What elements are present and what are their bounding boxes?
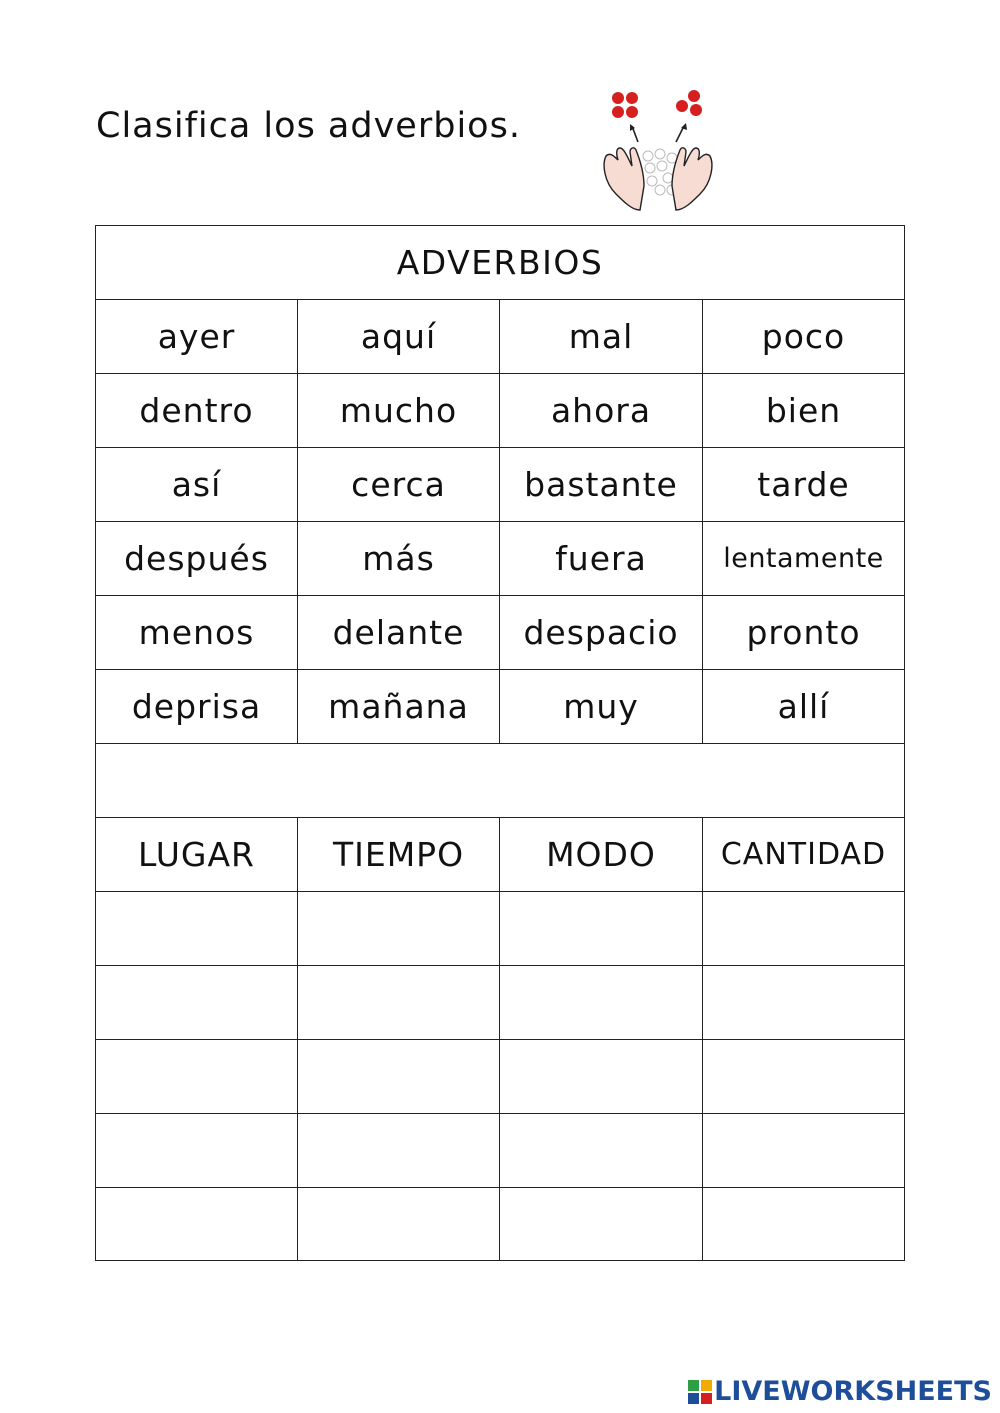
answer-row: [96, 1040, 905, 1114]
word-cell[interactable]: bastante: [500, 448, 703, 522]
category-tiempo: TIEMPO: [298, 818, 500, 892]
answer-row: [96, 892, 905, 966]
word-cell[interactable]: deprisa: [96, 670, 298, 744]
word-cell[interactable]: cerca: [298, 448, 500, 522]
word-cell[interactable]: así: [96, 448, 298, 522]
table-header: ADVERBIOS: [96, 226, 905, 300]
word-cell[interactable]: ayer: [96, 300, 298, 374]
answer-row: [96, 1188, 905, 1261]
word-cell[interactable]: allí: [703, 670, 905, 744]
word-cell[interactable]: pronto: [703, 596, 905, 670]
word-cell[interactable]: despacio: [500, 596, 703, 670]
word-cell[interactable]: más: [298, 522, 500, 596]
word-cell[interactable]: poco: [703, 300, 905, 374]
answer-drop-cell[interactable]: [96, 1114, 298, 1188]
word-cell[interactable]: aquí: [298, 300, 500, 374]
worksheet-title: Clasifica los adverbios.: [96, 106, 521, 146]
category-cantidad: CANTIDAD: [703, 818, 905, 892]
answer-drop-cell[interactable]: [96, 892, 298, 966]
spacer-row: [96, 744, 905, 818]
category-modo: MODO: [500, 818, 703, 892]
word-cell[interactable]: lentamente: [703, 522, 905, 596]
answer-drop-cell[interactable]: [500, 1188, 703, 1261]
answer-drop-cell[interactable]: [703, 966, 905, 1040]
answer-drop-cell[interactable]: [703, 1040, 905, 1114]
word-row: [96, 374, 905, 448]
word-cell[interactable]: mañana: [298, 670, 500, 744]
answer-drop-cell[interactable]: [96, 966, 298, 1040]
answer-drop-cell[interactable]: [500, 1114, 703, 1188]
answer-drop-cell[interactable]: [96, 1040, 298, 1114]
answer-row: [96, 966, 905, 1040]
word-cell[interactable]: fuera: [500, 522, 703, 596]
liveworksheets-logo-icon: [688, 1380, 712, 1404]
word-cell[interactable]: mal: [500, 300, 703, 374]
category-row: [96, 818, 905, 892]
answer-drop-cell[interactable]: [500, 1040, 703, 1114]
answer-row: [96, 1114, 905, 1188]
word-cell[interactable]: mucho: [298, 374, 500, 448]
word-cell[interactable]: bien: [703, 374, 905, 448]
answer-drop-cell[interactable]: [298, 1188, 500, 1261]
answer-drop-cell[interactable]: [298, 1114, 500, 1188]
word-cell[interactable]: después: [96, 522, 298, 596]
answer-drop-cell[interactable]: [96, 1188, 298, 1261]
adverbs-table: [95, 225, 905, 1261]
answer-drop-cell[interactable]: [500, 892, 703, 966]
word-cell[interactable]: tarde: [703, 448, 905, 522]
word-cell[interactable]: delante: [298, 596, 500, 670]
sorting-hands-icon: [596, 86, 720, 212]
liveworksheets-brand[interactable]: [688, 1376, 992, 1407]
word-row: [96, 448, 905, 522]
word-row: [96, 522, 905, 596]
word-row: [96, 670, 905, 744]
word-row: [96, 596, 905, 670]
word-row: [96, 300, 905, 374]
word-cell[interactable]: dentro: [96, 374, 298, 448]
answer-drop-cell[interactable]: [298, 1040, 500, 1114]
brand-name: LIVEWORKSHEETS: [714, 1376, 992, 1407]
answer-drop-cell[interactable]: [298, 892, 500, 966]
word-cell[interactable]: menos: [96, 596, 298, 670]
answer-drop-cell[interactable]: [703, 1188, 905, 1261]
answer-drop-cell[interactable]: [298, 966, 500, 1040]
word-cell[interactable]: muy: [500, 670, 703, 744]
answer-drop-cell[interactable]: [703, 1114, 905, 1188]
answer-drop-cell[interactable]: [500, 966, 703, 1040]
word-cell[interactable]: ahora: [500, 374, 703, 448]
category-lugar: LUGAR: [96, 818, 298, 892]
answer-drop-cell[interactable]: [703, 892, 905, 966]
